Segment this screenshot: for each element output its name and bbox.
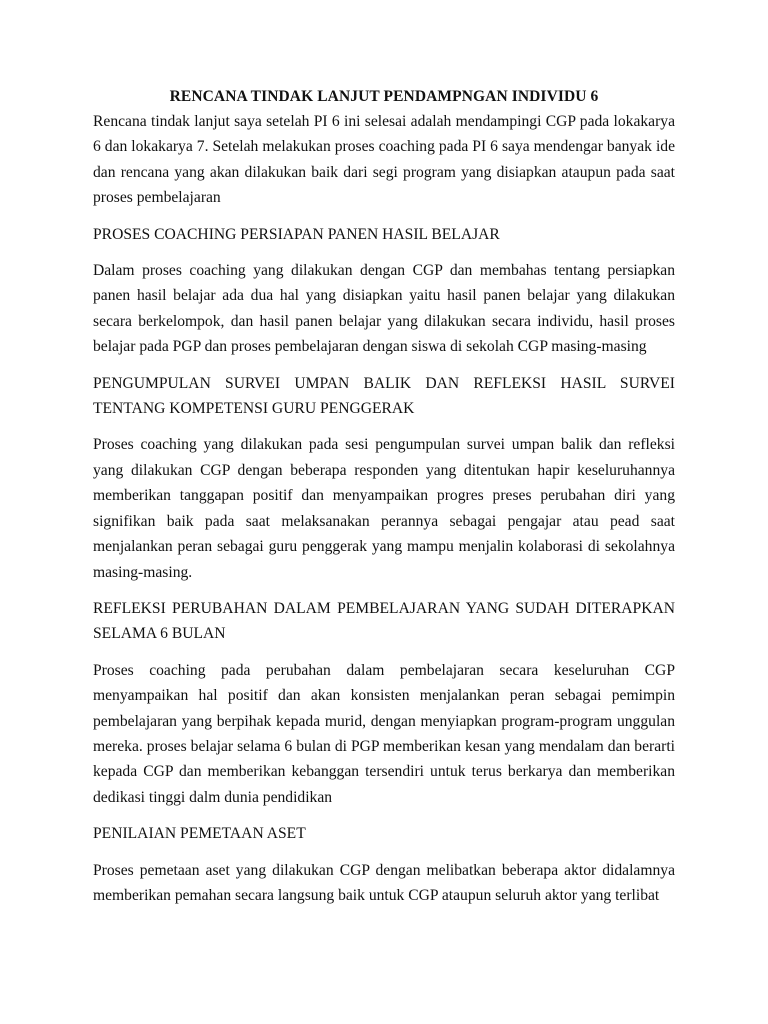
section-body-coaching-panen: Dalam proses coaching yang dilakukan dengan CGP dan membahas tentang persiapkan panen hasil belajar ada dua hal yang disiapkan yaitu hasil panen belajar yang dilakukan secara berkelompok, dan hasil panen belajar yang dilakukan secara individu, hasil proses belajar pada PGP dan proses pembelajaran dengan siswa di sekolah CGP masing-masing <box>93 262 675 356</box>
intro-paragraph: Rencana tindak lanjut saya setelah PI 6 ini selesai adalah mendampingi CGP pada lokakarya 6 dan lokakarya 7. Setelah melakukan proses coaching pada PI 6 saya mendengar banyak ide dan rencana yang akan dilakukan baik dari segi program yang disiapkan ataupun pada saat proses pembelajaran <box>93 113 675 207</box>
spacer <box>93 247 675 258</box>
spacer <box>93 847 675 858</box>
spacer <box>93 810 675 821</box>
section-body-pemetaan-aset: Proses pemetaan aset yang dilakukan CGP dengan melibatkan beberapa aktor didalamnya memberikan pemahan secara langsung baik untuk CGP ataupun seluruh aktor yang terlibat <box>93 861 675 904</box>
section-body-refleksi: Proses coaching pada perubahan dalam pembelajaran secara keseluruhan CGP menyampaikan hal positif dan akan konsisten menjalankan peran sebagai pemimpin pembelajaran yang berpihak kepada murid, dengan menyiapkan program-program unggulan mereka. proses belajar selama 6 bulan di PGP memberikan kesan yang mendalam dan berarti kepada CGP dan memberikan kebanggan tersendiri untuk terus berkarya dan memberikan dedikasi tinggi dalm dunia pendidikan <box>93 661 675 806</box>
spacer <box>93 421 675 432</box>
section-body-survei: Proses coaching yang dilakukan pada sesi pengumpulan survei umpan balik dan refleksi yang dilakukan CGP dengan beberapa responden yang ditentukan hapir keseluruhannya memberikan tanggapan positif dan menyampaikan progres preses perubahan diri yang signifikan baik pada saat melaksanakan perannya sebagai pengajar atau pead saat menjalankan peran sebagai guru penggerak yang mampu menjalin kolaborasi di sekolahnya masing-masing. <box>93 436 675 581</box>
section-heading-survei: PENGUMPULAN SURVEI UMPAN BALIK DAN REFLEKSI HASIL SURVEI TENTANG KOMPETENSI GURU PENGGERAK <box>93 374 675 418</box>
spacer <box>93 647 675 658</box>
section-heading-refleksi: REFLEKSI PERUBAHAN DALAM PEMBELAJARAN YANG SUDAH DITERAPKAN SELAMA 6 BULAN <box>93 599 675 643</box>
spacer <box>93 585 675 596</box>
section-heading-coaching-panen: PROSES COACHING PERSIAPAN PANEN HASIL BELAJAR <box>93 225 500 243</box>
section-heading-pemetaan-aset: PENILAIAN PEMETAAN ASET <box>93 825 306 843</box>
document-body <box>93 84 675 908</box>
spacer <box>93 360 675 371</box>
document-title: RENCANA TINDAK LANJUT PENDAMPNGAN INDIVIDU 6 <box>169 88 599 105</box>
spacer <box>93 211 675 222</box>
